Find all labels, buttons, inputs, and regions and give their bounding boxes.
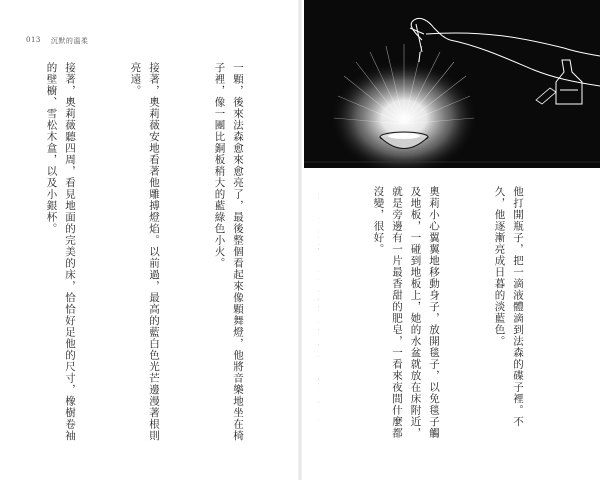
running-title: 沉默的溫柔 [50,37,89,45]
paragraph: 接著，奧莉薇安地看著他雕搏燈焰。以前過，最高的藍白色光芒邊漫著根則亮遠。 [129,62,160,442]
left-page-text [30,62,284,446]
paragraph: 接著，奧莉薇聽四周，看見地面的完美的床，恰恰好足他的尺寸，橡樹卷袖的壁櫥、雪松木盒，以及小銀杯。 [45,62,76,442]
night-light-illustration [304,0,600,168]
paragraph: 奧莉小心翼翼地移動身子，放開毯子，以免毯子觸及地板，一碰到地板上，她的水盆就放在床附近，就是旁邊有一片最香甜的肥皂，一看來夜間什麼都沒變，很好。 [372,186,440,439]
running-header [26,36,88,46]
paragraph: 一顆，後來法森愈來愈亮了，最後整個看起來像顆舞燈，他將音樂地坐在椅子裡，像一團比銅板稍大的藍綠色小火。 [213,62,244,442]
page-number: 013 [26,36,41,44]
paragraph: 他打開瓶子，把一滴液體滴到法森的碟子裡。不久，他逐漸亮成日暮的淡藍色。 [493,186,524,428]
right-page-text [318,186,564,442]
paragraph [318,186,322,442]
book-gutter [298,0,302,480]
